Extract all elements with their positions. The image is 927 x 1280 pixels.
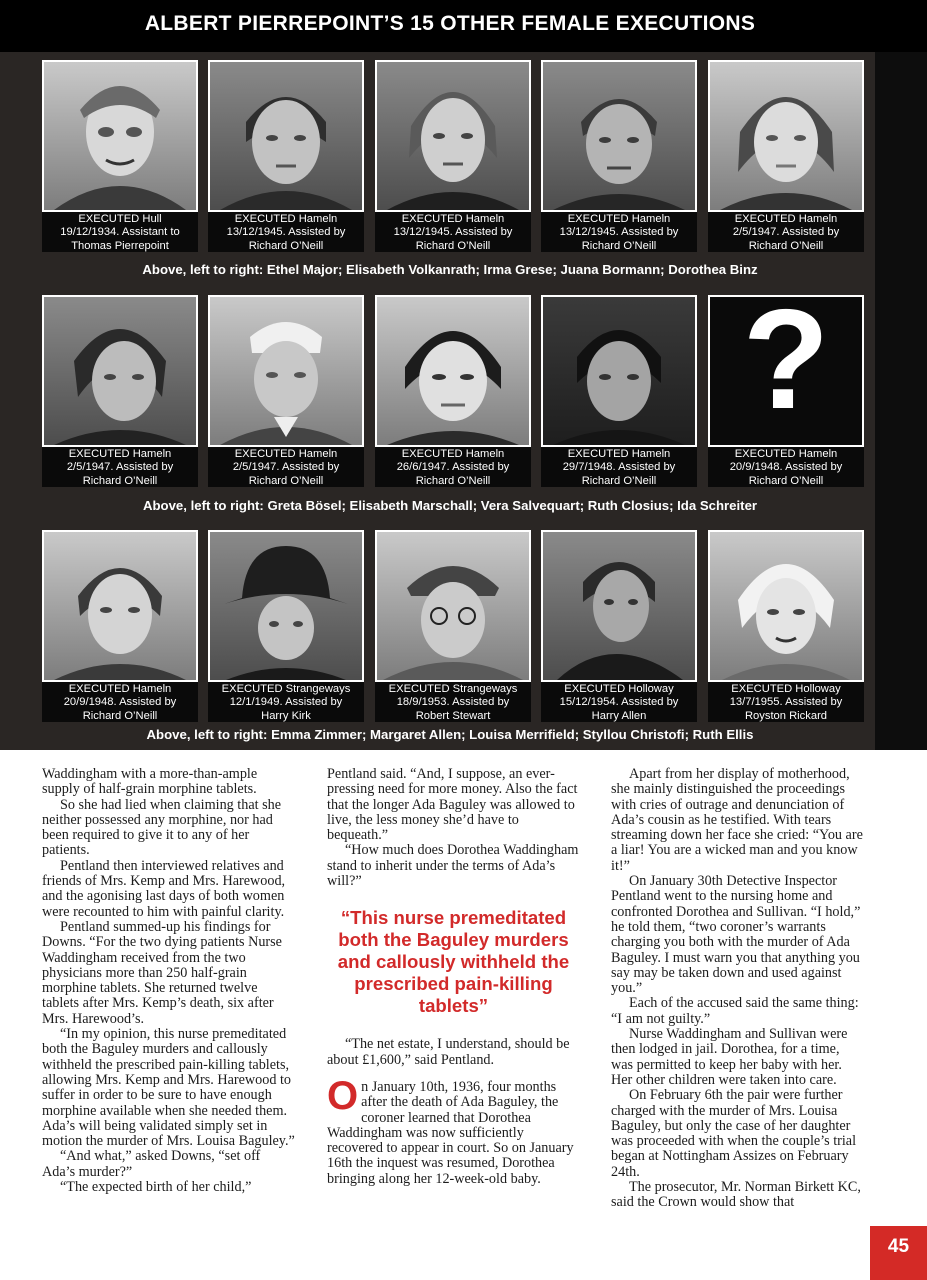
article-column-1 <box>42 767 295 1195</box>
portrait-card <box>375 530 531 722</box>
portrait-photo <box>375 60 531 212</box>
portrait-card <box>541 295 697 487</box>
portrait-photo <box>375 295 531 447</box>
paragraph: The prosecutor, Mr. Norman Birkett KC, said the Crown would show that <box>611 1179 861 1211</box>
portrait-photo <box>208 530 364 682</box>
portrait-card <box>541 60 697 252</box>
row-2-names: Above, left to right: Greta Bösel; Elisabeth Marschall; Vera Salvequart; Ruth Closius; Ida Schreiter <box>142 498 758 513</box>
paragraph: “And what,” asked Downs, “set off Ada’s murder?” <box>42 1148 261 1180</box>
drop-cap: O <box>327 1073 359 1118</box>
question-mark-icon: ? <box>742 280 830 439</box>
portrait-caption: EXECUTED Hull 19/12/1934. Assistant to Thomas Pierrepoint <box>42 212 198 252</box>
unknown-portrait-placeholder <box>708 280 864 447</box>
portrait-card <box>375 295 531 487</box>
portrait-photo <box>208 60 364 212</box>
page-number: 45 <box>870 1226 927 1280</box>
paragraph: Apart from her display of motherhood, she mainly distinguished the proceedings with cries of outrage and denunciation of Ada’s cousin as he testified. With tears streaming down her face she cried: “You are a liar! You are a wicked man and you know it!” <box>611 766 863 874</box>
paragraph: Waddingham with a more-than-ample supply of half-grain morphine tablets. <box>42 766 258 798</box>
dropcap-paragraph-text: n January 10th, 1936, four months after the death of Ada Baguley, the coroner learned that Dorothea Waddingham was now sufficiently recovered to appear in court. So on January 16th the inquest was resumed, Dorothea bringing along her 12-week-old baby. <box>327 1078 574 1187</box>
paragraph: Each of the accused said the same thing: “I am not guilty.” <box>611 995 859 1027</box>
page-title: ALBERT PIERREPOINT’S 15 OTHER FEMALE EXECUTIONS <box>144 12 756 35</box>
portrait-caption: EXECUTED Holloway 13/7/1955. Assisted by Royston Rickard <box>708 682 864 722</box>
portrait-photo <box>375 530 531 682</box>
paragraph: “In my opinion, this nurse premeditated both the Baguley murders and callously withheld the prescribed pain-killing tablets, allowing Mrs. Kemp and Mrs. Harewood to suffer in order to be sure to have enough morphine available when she needed them. Ada’s will being validated simply set in motion the murder of Mrs. Louisa Baguley.” <box>42 1026 295 1150</box>
portrait-photo <box>541 530 697 682</box>
portrait-caption: EXECUTED Hameln 20/9/1948. Assisted by Richard O’Neill <box>708 447 864 487</box>
portrait-card <box>375 60 531 252</box>
portrait-photo <box>208 295 364 447</box>
portrait-caption: EXECUTED Hameln 2/5/1947. Assisted by Richard O’Neill <box>208 447 364 487</box>
row-1-names: Above, left to right: Ethel Major; Elisabeth Volkanrath; Irma Grese; Juana Bormann; Dorothea Binz <box>142 262 758 277</box>
portrait-card <box>208 530 364 722</box>
portrait-card <box>708 280 864 487</box>
portrait-card <box>42 530 198 722</box>
portrait-card <box>42 60 198 252</box>
photo-row-2 <box>42 280 864 531</box>
paragraph: On January 30th Detective Inspector Pentland went to the nursing home and confronted Dorothea and Sullivan. “I hold,” he told them, “two coroner’s warrants charging you both with the murder of Ada Baguley. I must warn you that anything you say may be taken down and used against you.” <box>611 873 861 997</box>
paragraph: On February 6th the pair were further charged with the murder of Mrs. Louisa Baguley, but only the case of her daughter was proceeded with when the couple’s trial began at Nottingham Assizes on February 24th. <box>611 1087 857 1180</box>
portrait-card <box>208 295 364 487</box>
title-bar <box>0 0 927 52</box>
portrait-photo <box>541 60 697 212</box>
portrait-caption: EXECUTED Hameln 29/7/1948. Assisted by Richard O’Neill <box>541 447 697 487</box>
portrait-caption: EXECUTED Hameln 2/5/1947. Assisted by Richard O’Neill <box>708 212 864 252</box>
portrait-card <box>208 60 364 252</box>
article-column-2 <box>327 767 580 1187</box>
paragraph: “How much does Dorothea Waddingham stand to inherit under the terms of Ada’s will?” <box>327 842 579 890</box>
pull-quote: “This nurse premeditated both the Baguley murders and callously withheld the prescribed pain-killing tablets” <box>337 907 570 1017</box>
portrait-photo <box>42 60 198 212</box>
portrait-card <box>541 530 697 722</box>
portrait-card <box>42 295 198 487</box>
photo-row-1 <box>42 60 864 296</box>
article-column-3 <box>611 767 864 1211</box>
portrait-photo <box>708 530 864 682</box>
portrait-photo <box>42 530 198 682</box>
portrait-caption: EXECUTED Hameln 26/6/1947. Assisted by Richard O’Neill <box>375 447 531 487</box>
portrait-caption: EXECUTED Hameln 13/12/1945. Assisted by Richard O’Neill <box>208 212 364 252</box>
paragraph: Pentland then interviewed relatives and friends of Mrs. Kemp and Mrs. Harewood, and the agonising last days of both women were recounted to him with painful clarity. <box>42 857 286 920</box>
row-3-names: Above, left to right: Emma Zimmer; Margaret Allen; Louisa Merrifield; Styllou Christofi; Ruth Ellis <box>146 727 754 742</box>
paragraph: Pentland summed-up his findings for Downs. “For the two dying patients Nurse Waddingham received from the two physicians more than 250 half-grain morphine tablets. She returned twelve tablets after Mrs. Kemp’s death, six after Mrs. Harewood’s. <box>42 918 282 1027</box>
portrait-caption: EXECUTED Holloway 15/12/1954. Assisted by Harry Allen <box>541 682 697 722</box>
portrait-card <box>708 530 864 722</box>
paragraph: “The expected birth of her child,” <box>60 1179 252 1196</box>
portrait-caption: EXECUTED Strangeways 18/9/1953. Assisted by Robert Stewart <box>375 682 531 722</box>
portrait-photo <box>42 295 198 447</box>
paragraph: Pentland said. “And, I suppose, an ever-pressing need for more money. Also the fact that the longer Ada Baguley was allowed to live, the less money she’d have to bequeath.” <box>327 766 578 844</box>
dropcap-paragraph <box>327 1073 580 1187</box>
edge-strip <box>875 0 927 750</box>
portrait-caption: EXECUTED Hameln 2/5/1947. Assisted by Richard O’Neill <box>42 447 198 487</box>
portrait-caption: EXECUTED Strangeways 12/1/1949. Assisted by Harry Kirk <box>208 682 364 722</box>
paragraph: Nurse Waddingham and Sullivan were then lodged in jail. Dorothea, for a time, was permitted to keep her baby with her. Her other children were taken into care. <box>611 1026 848 1088</box>
portrait-caption: EXECUTED Hameln 20/9/1948. Assisted by Richard O’Neill <box>42 682 198 722</box>
paragraph: “The net estate, I understand, should be about £1,600,” said Pentland. <box>327 1036 570 1068</box>
paragraph: So she had lied when claiming that she neither possessed any morphine, nor had been required to give it to any of her patients. <box>42 796 282 859</box>
portrait-card <box>708 60 864 252</box>
portrait-photo <box>708 60 864 212</box>
portrait-caption: EXECUTED Hameln 13/12/1945. Assisted by Richard O’Neill <box>375 212 531 252</box>
portrait-caption: EXECUTED Hameln 13/12/1945. Assisted by Richard O’Neill <box>541 212 697 252</box>
portrait-photo <box>541 295 697 447</box>
